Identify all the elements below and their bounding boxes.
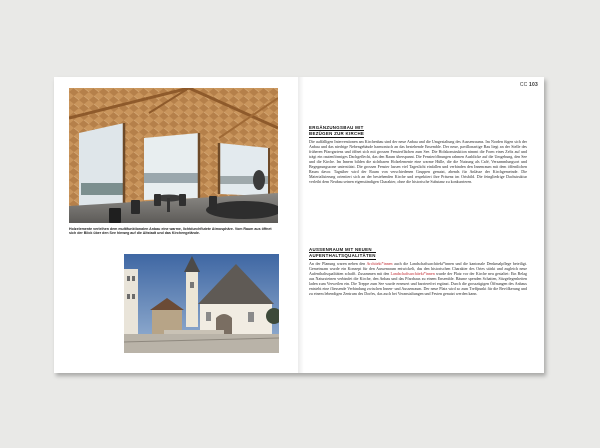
article-section-outdoor	[309, 247, 527, 296]
heading-line: AUFENTHALTSQUALITÄTEN	[309, 253, 376, 259]
page-number-value: 103	[529, 82, 538, 88]
heading-line: AUSSENRAUM MIT NEUEN	[309, 247, 376, 253]
article-paragraph: Die auffälligen Interventionen am Kirchenbau sind der neue Anbau und die Umgestaltung des Aussenraums. Im Norden fügen sich der Anbau und das niedrige Nebengebäude harmonisch an das bestehende Ensemble. Der neue, pavillonartige Bau liegt an der Stelle des früheren Pfarrgartens und öffnet sich mit grossen Fensterflächen zum See. Die Holzkonstruktion nimmt die Form eines Zelts auf und trägt ein rautenförmiges Dachgeflecht, das den Raum überspannt. Die Fensteröffnungen rahmen Ausblicke auf die Umgebung, den See und die Kirche. Im Innern bilden die sichtbaren Holzelemente eine warme Hülle, die die Nutzung als Café, Versammlungsort und Begegnungszone unterstützt. Die grossen Fenster lassen viel Tageslicht einfallen und verbinden den Innenraum mit dem öffentlichen Raum davor. Tagsüber wird der Raum von verschiedenen Gruppen genutzt, abends für Anlässe der Kirchgemeinde. Die Materialisierung orientiert sich an der bestehenden Kirche und respektiert ihre Präsenz im Ortsbild. Die feingliedrige Dachstruktur verleiht dem Neubau seinen eigenständigen Charakter, ohne die historische Substanz zu konkurrieren.	[309, 138, 527, 185]
photo-caption: Holzelemente verleihen dem multifunktionalen Anbau eine warme, lichtdurchflutete Atmosphäre. Vom Raum aus öffnet sich der Blick über den See hinweg auf die Altstadt und das Kirchengelände.	[69, 227, 272, 236]
page-number-prefix: CC	[519, 82, 528, 88]
paragraph-text: An der Planung waren neben den	[309, 260, 367, 266]
page-fold	[298, 77, 304, 373]
heading-line: ERGÄNZUNGSBAU MIT	[309, 125, 364, 130]
magazine-spread	[54, 77, 544, 373]
church-exterior-photo	[124, 254, 279, 353]
section-heading	[309, 125, 364, 138]
section-heading	[309, 247, 376, 260]
paragraph-text: auch die Landschaftsarchitekt*innen und die kantonale Denkmalpflege beteiligt. Gemeinsam wurde ein Konzept für den Aussenraum entwickelt, das den historischen Charakter des Ortes stärkt und zugleich neue Aufenthaltsqualitäten schafft. Zusammen mit den	[309, 260, 528, 276]
article-paragraph	[309, 261, 527, 296]
cafe-interior-photo	[69, 88, 278, 223]
highlighted-term: Architekt*innen	[366, 260, 393, 266]
highlighted-term: Landschaftsarchitekt*innen	[390, 270, 435, 276]
paragraph-text: wurde der Platz vor der Kirche neu gestaltet: Ein Belag aus Natursteinen verbindet die Kirche, den Anbau und das Pfarrhaus zu einem Ensemble. Bäume spenden Schatten, Sitzgelegenheiten laden zum Verweilen ein. Die Treppe zum See wurde erneuert und barrierefrei ergänzt. Durch die grosszügigen Öffnungen des Anbaus entsteht eine fliessende Verbindung zwischen Innen- und Aussenraum. Der neue Platz wird so zum Treffpunkt für die Bevölkerung und zu einem lebendigen Zentrum des Dorfes, das auch bei Veranstaltungen und Festen genutzt werden kann.	[309, 270, 527, 297]
heading-line: BEZÜGEN ZUR KIRCHE	[309, 131, 365, 137]
page-number	[520, 82, 538, 88]
article-section-extension	[309, 125, 527, 184]
